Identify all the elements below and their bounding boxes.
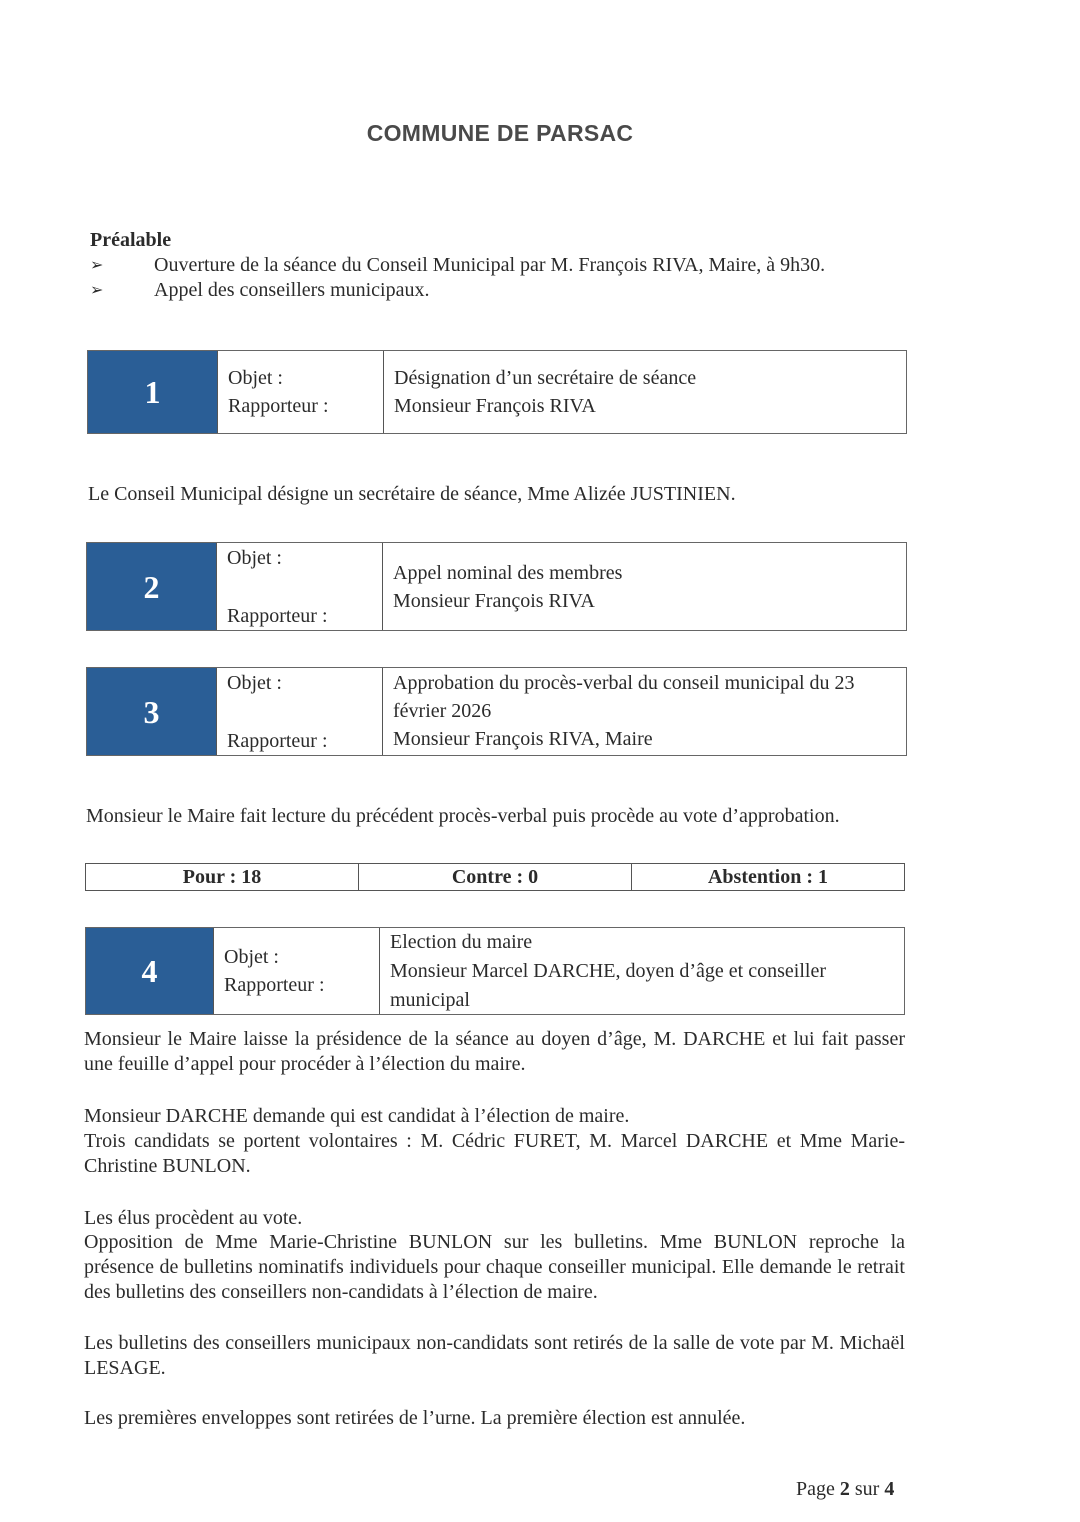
paragraph: Monsieur DARCHE demande qui est candidat à l’élection de maire. xyxy=(84,1105,630,1127)
item-values xyxy=(383,668,906,755)
item-values xyxy=(380,928,904,1014)
objet-label: Objet : xyxy=(227,547,282,569)
agenda-item-3 xyxy=(86,667,907,756)
rapporteur-label: Rapporteur : xyxy=(228,395,329,417)
agenda-item-4 xyxy=(85,927,905,1015)
item-labels xyxy=(217,668,383,755)
preamble-item-text: Appel des conseillers municipaux. xyxy=(154,279,430,301)
paragraph: Monsieur le Maire laisse la présidence de la séance au doyen d’âge, M. DARCHE et lui fait passer une feuille d’appel pour procéder à l’élection du maire. xyxy=(84,1028,905,1075)
vote-contre: Contre : 0 xyxy=(358,864,631,890)
agenda-item-1 xyxy=(87,350,907,434)
paragraph: Les élus procèdent au vote. xyxy=(84,1207,303,1229)
page-current: 2 xyxy=(839,1478,850,1500)
paragraph: Monsieur le Maire fait lecture du précédent procès-verbal puis procède au vote d’approbation. xyxy=(86,805,840,827)
page-total: 4 xyxy=(884,1478,895,1500)
arrow-bullet-icon: ➢ xyxy=(90,257,104,274)
rapporteur-label: Rapporteur : xyxy=(227,730,328,752)
vote-pour: Pour : 18 xyxy=(182,866,262,888)
preamble-list xyxy=(90,253,910,303)
page-word: Page xyxy=(796,1478,835,1500)
paragraph: Opposition de Mme Marie-Christine BUNLON sur les bulletins. Mme BUNLON reproche la présence de bulletins nominatifs individuels pour chaque conseiller municipal. Elle demande le retrait des bulletins des conseillers non-candidats à l’élection de maire. xyxy=(84,1231,905,1303)
rapporteur-value: Monsieur François RIVA xyxy=(393,589,595,612)
paragraph: Les bulletins des conseillers municipaux non-candidats sont retirés de la salle de vote par M. Michaël LESAGE. xyxy=(84,1332,905,1379)
rapporteur-label: Rapporteur : xyxy=(224,974,325,996)
sur-word: sur xyxy=(854,1478,880,1500)
paragraph: Trois candidats se portent volontaires : M. Cédric FURET, M. Marcel DARCHE et Mme Marie-Christine BUNLON. xyxy=(84,1130,905,1177)
objet-value: Appel nominal des membres xyxy=(393,561,623,584)
item-values xyxy=(383,543,906,630)
paragraph: Le Conseil Municipal désigne un secrétaire de séance, Mme Alizée JUSTINIEN. xyxy=(88,483,736,505)
objet-value: Approbation du procès-verbal du conseil municipal du 23 février 2026 xyxy=(393,672,855,722)
item-number: 1 xyxy=(88,351,218,433)
paragraph: Les premières enveloppes sont retirées de l’urne. La première élection est annulée. xyxy=(84,1407,746,1429)
objet-label: Objet : xyxy=(224,946,279,968)
objet-label: Objet : xyxy=(228,367,283,389)
vote-abstention: Abstention : 1 xyxy=(631,864,904,890)
objet-label: Objet : xyxy=(227,672,282,694)
objet-value: Désignation d’un secrétaire de séance xyxy=(394,367,697,389)
item-number: 3 xyxy=(87,668,217,755)
rapporteur-label: Rapporteur : xyxy=(227,605,328,627)
preamble-heading: Préalable xyxy=(90,229,172,251)
page-title: COMMUNE DE PARSAC xyxy=(366,120,634,146)
preamble-item-text: Ouverture de la séance du Conseil Municipal par M. François RIVA, Maire, à 9h30. xyxy=(154,254,826,276)
rapporteur-value: Monsieur François RIVA xyxy=(394,395,596,417)
item-number: 2 xyxy=(87,543,217,630)
preamble-item xyxy=(90,278,910,303)
page-number xyxy=(796,1477,894,1502)
item-labels xyxy=(218,351,384,433)
item-labels xyxy=(214,928,380,1014)
rapporteur-value: Monsieur François RIVA, Maire xyxy=(393,728,653,750)
item-labels xyxy=(217,543,383,630)
item-values xyxy=(384,351,906,433)
objet-value: Election du maire xyxy=(390,931,533,953)
vote-results-table xyxy=(85,863,905,891)
agenda-item-2 xyxy=(86,542,907,631)
arrow-bullet-icon: ➢ xyxy=(90,282,104,299)
preamble-item xyxy=(90,253,910,278)
item-number: 4 xyxy=(86,928,214,1014)
rapporteur-value: Monsieur Marcel DARCHE, doyen d’âge et conseiller municipal xyxy=(390,960,826,1011)
